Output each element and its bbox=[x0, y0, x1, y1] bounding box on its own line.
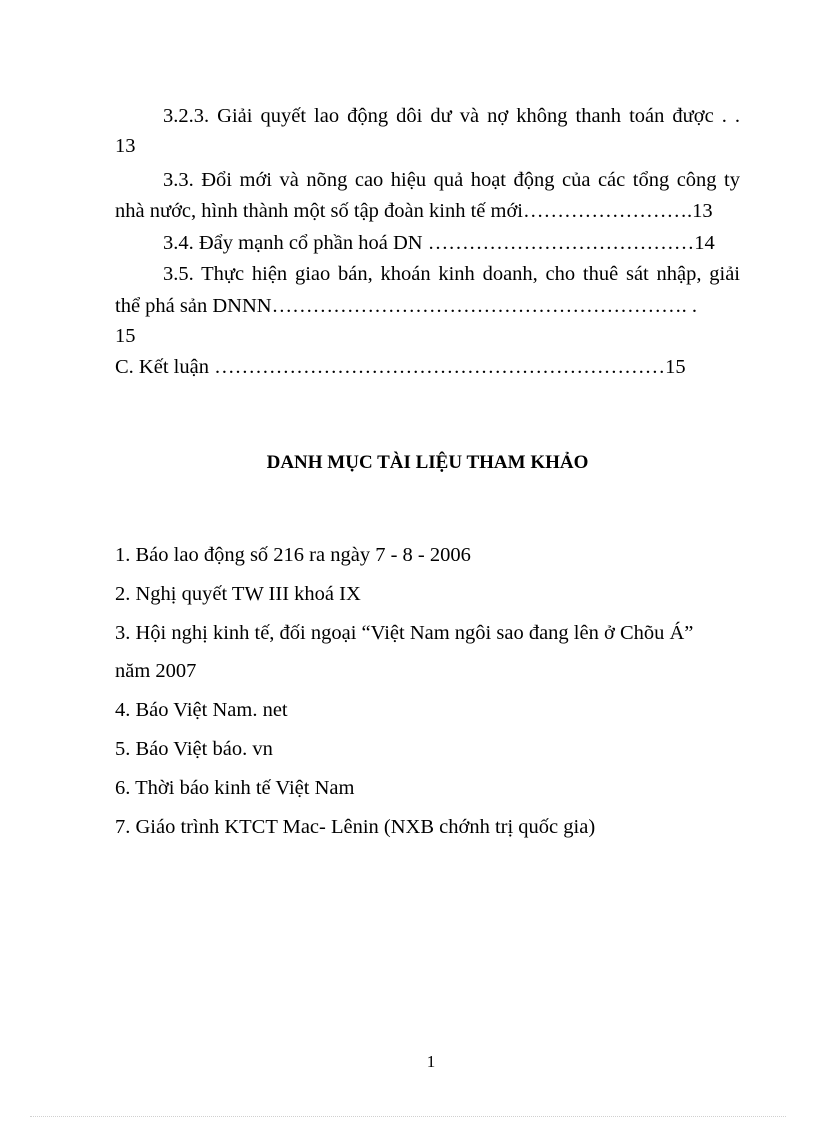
toc-entry-3-3-cont: nhà nước, hình thành một số tập đoàn kinh tế mới…………………….13 bbox=[115, 200, 713, 222]
toc-entry-3-3: 3.3. Đổi mới và nõng cao hiệu quả hoạt động của các tổng công ty bbox=[163, 169, 740, 191]
toc-entry-3-2-3-page: 13 bbox=[115, 135, 136, 157]
reference-item-5: 5. Báo Việt báo. vn bbox=[115, 738, 273, 760]
toc-entry-3-5-cont: thể phá sản DNNN……………………………………………………. . bbox=[115, 295, 697, 317]
toc-entry-3-4: 3.4. Đẩy mạnh cổ phần hoá DN …………………………………14 bbox=[163, 232, 715, 254]
reference-item-3-cont: năm 2007 bbox=[115, 660, 197, 682]
toc-entry-3-2-3: 3.2.3. Giải quyết lao động dôi dư và nợ không thanh toán được . . bbox=[163, 105, 740, 127]
toc-entry-conclusion: C. Kết luận …………………………………………………………15 bbox=[115, 356, 686, 378]
reference-item-2: 2. Nghị quyết TW III khoá IX bbox=[115, 583, 361, 605]
reference-item-3: 3. Hội nghị kinh tế, đối ngoại “Việt Nam ngôi sao đang lên ở Chõu Á” bbox=[115, 622, 694, 644]
toc-entry-3-5: 3.5. Thực hiện giao bán, khoán kinh doanh, cho thuê sát nhập, giải bbox=[163, 263, 740, 285]
reference-item-4: 4. Báo Việt Nam. net bbox=[115, 699, 288, 721]
page-bottom-divider bbox=[30, 1116, 786, 1117]
reference-item-7: 7. Giáo trình KTCT Mac- Lênin (NXB chớnh trị quốc gia) bbox=[115, 816, 596, 838]
reference-item-1: 1. Báo lao động số 216 ra ngày 7 - 8 - 2006 bbox=[115, 544, 471, 566]
reference-item-6: 6. Thời báo kinh tế Việt Nam bbox=[115, 777, 355, 799]
references-heading: DANH MỤC TÀI LIỆU THAM KHẢO bbox=[266, 452, 589, 473]
page-number: 1 bbox=[426, 1052, 436, 1071]
toc-entry-3-5-page: 15 bbox=[115, 325, 136, 347]
